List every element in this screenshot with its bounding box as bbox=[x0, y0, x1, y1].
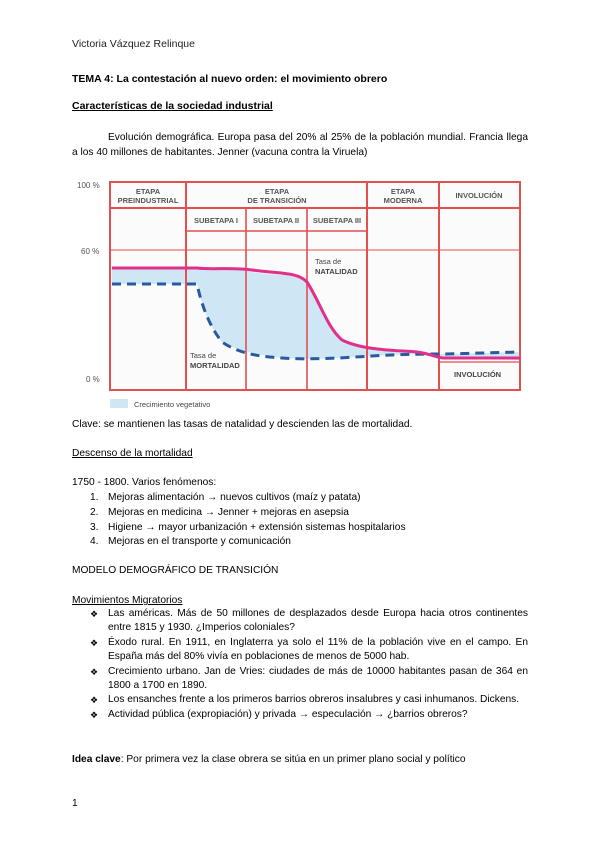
list-text: Mejoras alimentación → nuevos cultivos (maíz y patata) bbox=[108, 492, 361, 503]
list-item bbox=[90, 506, 530, 521]
model-heading: MODELO DEMOGRÁFICO DE TRANSICIÓN bbox=[72, 565, 279, 576]
bullet-icon: ❖ bbox=[90, 709, 99, 720]
y-label-100: 100 % bbox=[77, 181, 100, 190]
list-text: Mejoras en el transporte y comunicación bbox=[108, 536, 291, 548]
mortalidad-label: Tasa de MORTALIDAD bbox=[190, 351, 240, 370]
y-label-60: 60 % bbox=[81, 247, 100, 256]
list-text: Crecimiento urbano. Jan de Vries: ciudades de más de 10000 habitantes pasan de 364 en 1800 a 1700 en 1890. bbox=[108, 665, 528, 692]
list-item bbox=[90, 636, 528, 665]
substage-2: SUBETAPA II bbox=[252, 216, 300, 225]
bullet-icon: ❖ bbox=[90, 695, 99, 706]
mortality-years: 1750 - 1800. Varios fenómenos: bbox=[72, 477, 217, 488]
list-number: 3. bbox=[90, 521, 99, 533]
list-text: Higiene → mayor urbanización + extensión sistemas hospitalarios bbox=[108, 521, 406, 533]
list-text: Mejoras en medicina → Jenner + mejoras en asepsia bbox=[108, 506, 349, 518]
key-idea-text: : Por primera vez la clase obrera se sitúa en un primer plano social y político bbox=[120, 754, 466, 765]
list-item bbox=[90, 693, 528, 707]
list-text: Las américas. Más de 50 millones de desplazados desde Europa hacia otros continentes entre 1815 y 1930. ¿Imperios coloniales? bbox=[108, 608, 528, 634]
list-text: Éxodo rural. En 1911, en Inglaterra ya solo el 11% de la población vive en el campo. En España más del 80% vivía en poblaciones de menos de 5000 hab. bbox=[108, 636, 528, 663]
intro-paragraph bbox=[72, 131, 528, 160]
mortality-heading: Descenso de la mortalidad bbox=[72, 448, 193, 459]
key-idea bbox=[72, 754, 466, 765]
mortality-list bbox=[90, 491, 530, 550]
list-item bbox=[90, 665, 528, 694]
involucion-label: INVOLUCIÓN bbox=[454, 370, 502, 379]
bullet-icon: ❖ bbox=[90, 666, 99, 677]
list-item bbox=[90, 535, 530, 550]
chart-svg bbox=[72, 172, 530, 412]
key-idea-label: Idea clave bbox=[72, 754, 121, 765]
list-number: 2. bbox=[90, 506, 99, 518]
substage-3: SUBETAPA III bbox=[312, 216, 362, 225]
demographic-transition-chart bbox=[72, 172, 530, 412]
migration-list bbox=[90, 607, 528, 722]
section-heading: Características de la sociedad industrial bbox=[72, 100, 273, 112]
page-number: 1 bbox=[72, 798, 78, 809]
migration-heading: Movimientos Migratorios bbox=[72, 595, 183, 606]
legend-swatch bbox=[110, 399, 128, 408]
list-number: 4. bbox=[90, 536, 99, 548]
document-author: Victoria Vázquez Relinque bbox=[72, 38, 195, 50]
bullet-icon: ❖ bbox=[90, 637, 99, 648]
list-item bbox=[90, 491, 530, 506]
stage-moderna: ETAPA MODERNA bbox=[383, 187, 423, 205]
chart-caption: Clave: se mantienen las tasas de natalidad y descienden las de mortalidad. bbox=[72, 419, 413, 430]
bullet-icon: ❖ bbox=[90, 609, 99, 619]
list-item bbox=[90, 607, 528, 636]
stage-involucion: INVOLUCIÓN bbox=[455, 191, 503, 200]
list-item bbox=[90, 521, 530, 536]
list-text: Actividad pública (expropiación) y privada → especulación → ¿barrios obreros? bbox=[108, 708, 468, 720]
legend-label: Crecimiento vegetativo bbox=[134, 400, 211, 409]
list-item bbox=[90, 708, 528, 722]
natalidad-label: Tasa de NATALIDAD bbox=[315, 257, 358, 276]
intro-text: Evolución demográfica. Europa pasa del 20% al 25% de la población mundial. Francia llega a los 40 millones de habitantes. Jenner (vacuna contra la Viruela) bbox=[72, 132, 528, 158]
list-text: Los ensanches frente a los primeros barrios obreros insalubres y casi inhumanos. Dickens. bbox=[108, 694, 520, 706]
stage-transicion: ETAPA DE TRANSICIÓN bbox=[247, 187, 307, 205]
substage-1: SUBETAPA I bbox=[193, 216, 239, 225]
stage-preindustrial: ETAPA PREINDUSTRIAL bbox=[117, 187, 179, 205]
list-number: 1. bbox=[90, 492, 99, 503]
y-label-0: 0 % bbox=[86, 375, 100, 384]
document-title: TEMA 4: La contestación al nuevo orden: el movimiento obrero bbox=[72, 73, 388, 85]
